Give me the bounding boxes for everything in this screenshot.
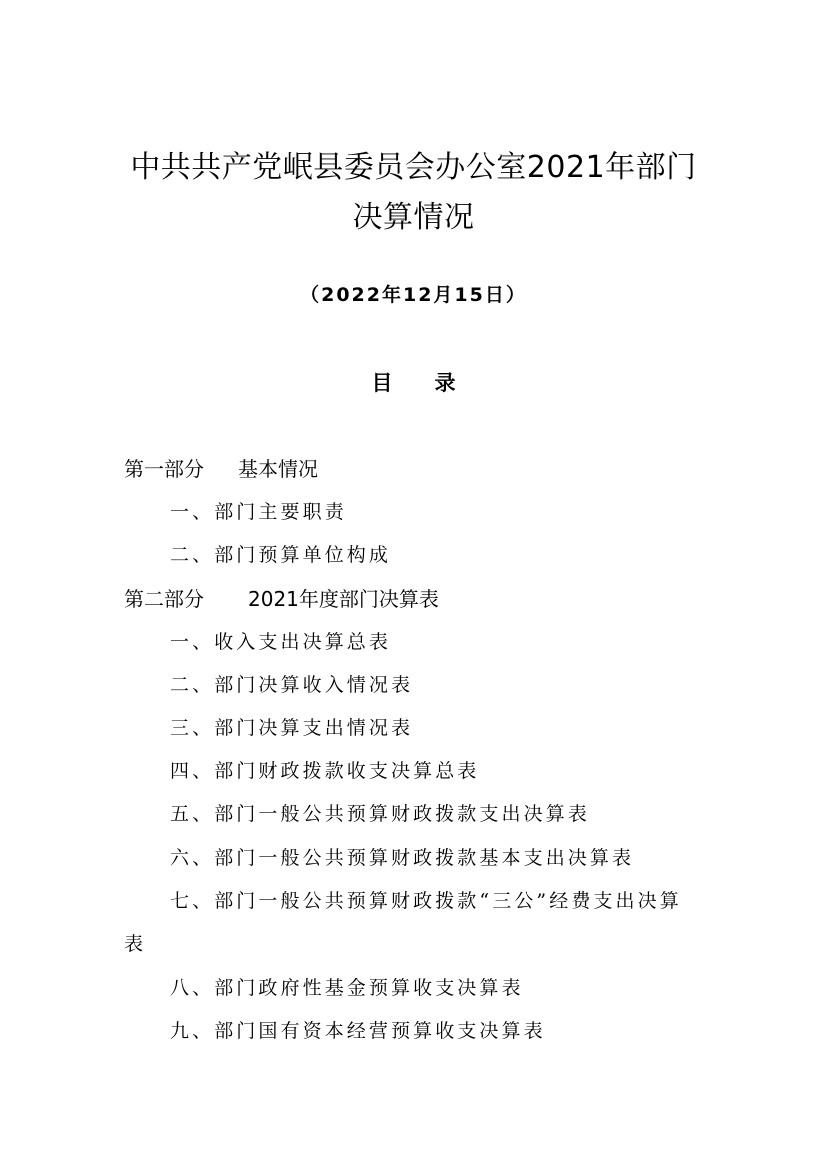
toc-part-1-title: 基本情况 [238, 457, 318, 481]
toc-part-2-title: 2021年度部门决算表 [248, 587, 439, 611]
toc-item: 一、部门主要职责 [170, 501, 347, 523]
toc-part-1 [124, 454, 318, 484]
toc-item: 四、部门财政拨款收支决算总表 [170, 760, 480, 782]
document-title-line-1: 中共共产党岷县委员会办公室2021年部门 [130, 150, 697, 185]
document-date: （2022年12月15日） [300, 284, 527, 306]
toc-item: 二、部门预算单位构成 [170, 544, 392, 566]
toc-heading-char-1: 目 [371, 371, 393, 395]
toc-heading-char-2: 录 [434, 371, 456, 395]
document-title-line-2: 决算情况 [352, 200, 475, 235]
toc-item: 二、部门决算收入情况表 [170, 674, 414, 696]
toc-part-1-number: 第一部分 [124, 457, 204, 481]
toc-item: 九、部门国有资本经营预算收支决算表 [170, 1020, 546, 1042]
toc-item: 一、收入支出决算总表 [170, 631, 392, 653]
toc-heading [0, 366, 827, 400]
toc-item: 八、部门政府性基金预算收支决算表 [170, 977, 524, 999]
toc-item: 三、部门决算支出情况表 [170, 717, 414, 739]
toc-item: 六、部门一般公共预算财政拨款基本支出决算表 [170, 847, 635, 869]
toc-part-2 [124, 584, 439, 614]
toc-item-continuation: 表 [124, 933, 147, 955]
toc-item: 七、部门一般公共预算财政拨款“三公”经费支出决算 [170, 890, 682, 912]
toc-part-2-number: 第二部分 [124, 587, 204, 611]
toc-item: 五、部门一般公共预算财政拨款支出决算表 [170, 803, 590, 825]
